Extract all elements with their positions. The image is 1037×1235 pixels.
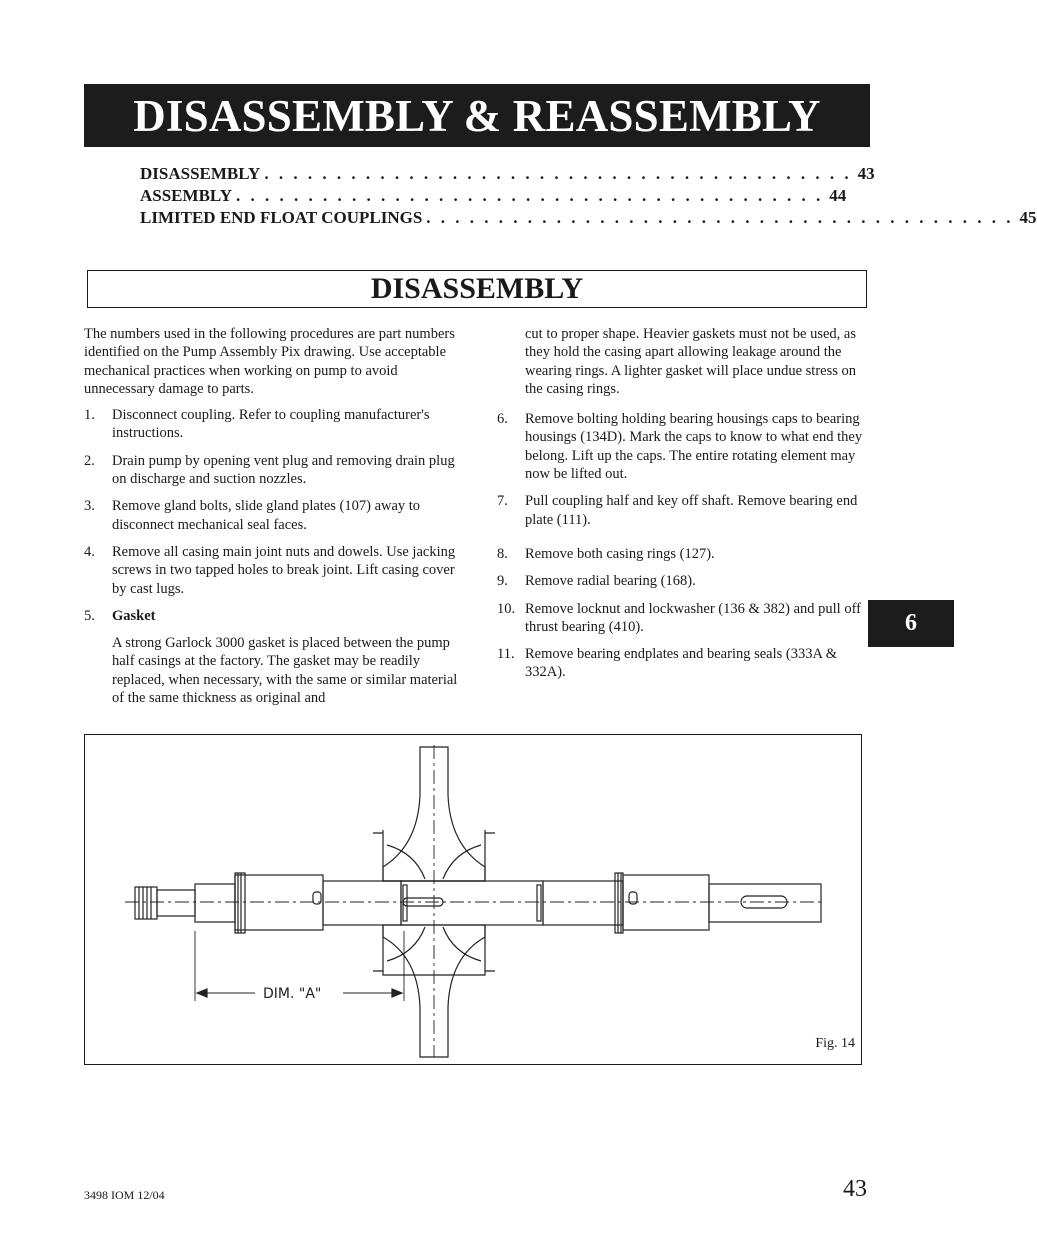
step-text: Remove bolting holding bearing housings caps to bearing housings (134D). Mark the caps to know to what end they belong. Lift up the caps. The entire rotating element may now be lifted out. [525, 411, 863, 483]
step-text: Remove both casing rings (127). [525, 545, 715, 562]
step-number: 2. [84, 452, 95, 469]
toc-leader-dots: . . . . . . . . . . . . . . . . . . . . . . . . . . . . . . . . . . . . . . . . . [235, 186, 824, 205]
step-text: Remove bearing endplates and bearing seals (333A & 332A). [525, 646, 838, 681]
intro-paragraph: The numbers used in the following procedures are part numbers identified on the Pump Assembly Pix drawing. Use acceptable mechanical practices when working on pump to avoid unnecessary damage to parts. [84, 326, 455, 397]
table-of-contents [140, 164, 1037, 230]
step-item [497, 410, 872, 483]
step-text: Drain pump by opening vent plug and removing drain plug on discharge and suction nozzles. [112, 452, 455, 488]
toc-entry-page: 44 [829, 186, 847, 205]
dimension-a-label: DIM. "A" [263, 986, 322, 1002]
gasket-paragraph-continued: cut to proper shape. Heavier gaskets must not be used, as they hold the casing apart allowing leakage around the wearing rings. A lighter gasket will place undue stress on the casing rings. [525, 326, 857, 397]
toc-entry-page: 43 [857, 164, 875, 183]
toc-entry-assembly[interactable] [140, 186, 847, 208]
step-text: Disconnect coupling. Refer to coupling manufacturer's instructions. [112, 407, 430, 442]
step-item [84, 543, 464, 598]
step-item [84, 452, 464, 489]
toc-entry-disassembly[interactable] [140, 164, 875, 186]
gasket-paragraph: A strong Garlock 3000 gasket is placed between the pump half casings at the factory. The gasket may be readily replaced, when necessary, with the same or similar material of the same thickness as original and [112, 635, 458, 707]
toc-entry-label: DISASSEMBLY [140, 164, 261, 183]
step-number: 3. [84, 498, 95, 515]
toc-entry-page: 45 [1019, 208, 1037, 227]
toc-leader-dots: . . . . . . . . . . . . . . . . . . . . . . . . . . . . . . . . . . . . . . . . . [426, 208, 1014, 227]
step-number: 5. [84, 607, 95, 624]
rotating-element-drawing [85, 735, 861, 1064]
step-title: Gasket [112, 607, 156, 624]
step-number: 8. [497, 545, 508, 562]
toc-entry-label: LIMITED END FLOAT COUPLINGS [140, 208, 423, 227]
chapter-title: DISASSEMBLY & REASSEMBLY [133, 90, 821, 141]
step-text: Remove locknut and lockwasher (136 & 382) and pull off thrust bearing (410). [525, 600, 861, 635]
step-number: 11. [497, 646, 515, 663]
page-number: 43 [843, 1176, 867, 1202]
center-sleeve [401, 881, 543, 925]
step-item [497, 645, 872, 682]
left-shaft-sections [195, 873, 401, 933]
step-number: 7. [497, 493, 508, 510]
section-heading: DISASSEMBLY [370, 272, 584, 305]
step-number: 1. [84, 407, 95, 424]
chapter-tab-number: 6 [905, 610, 917, 636]
toc-entry-label: ASSEMBLY [140, 186, 232, 205]
step-text: Remove radial bearing (168). [525, 573, 696, 590]
step-number: 10. [497, 600, 516, 617]
step-number: 9. [497, 573, 508, 590]
step-item [84, 497, 464, 534]
step-number: 4. [84, 543, 95, 560]
step-text: Remove all casing main joint nuts and dowels. Use jacking screws in two tapped holes to break joint. Lift casing cover by cast lugs. [112, 543, 456, 597]
document-code: 3498 IOM 12/04 [84, 1188, 165, 1202]
threaded-shaft-end [135, 887, 195, 919]
step-number: 6. [497, 411, 508, 428]
right-column [497, 325, 872, 691]
section-heading-box [87, 270, 867, 308]
right-shaft-sections [543, 873, 821, 933]
chapter-tab[interactable] [868, 600, 954, 647]
toc-entry-limited-end-float[interactable] [140, 208, 1037, 230]
chapter-title-bar [84, 84, 870, 147]
step-item [84, 406, 464, 443]
step-text: Remove gland bolts, slide gland plates (107) away to disconnect mechanical seal faces. [112, 498, 421, 533]
left-column [84, 325, 464, 719]
step-item [497, 572, 872, 590]
step-item [497, 545, 872, 563]
figure-14 [84, 734, 862, 1065]
step-item-gasket [84, 607, 464, 625]
toc-leader-dots: . . . . . . . . . . . . . . . . . . . . . . . . . . . . . . . . . . . . . . . . . [264, 164, 852, 183]
step-item [497, 492, 872, 529]
figure-caption: Fig. 14 [815, 1036, 855, 1051]
step-item [497, 600, 872, 637]
step-text: Pull coupling half and key off shaft. Remove bearing end plate (111). [525, 493, 858, 528]
